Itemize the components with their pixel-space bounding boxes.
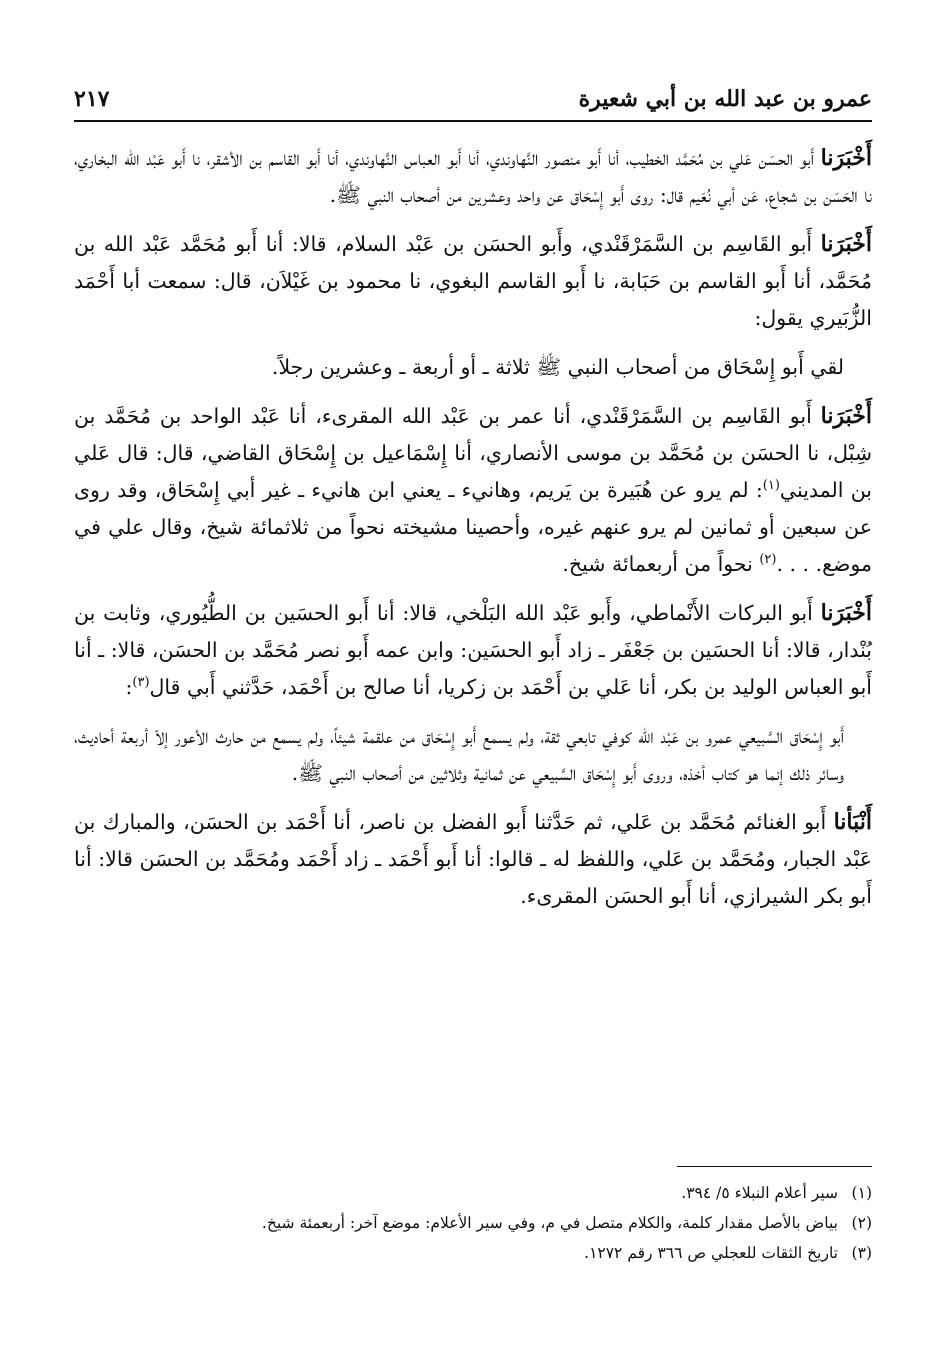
- paragraph-text-cont: : لم يرو عن هُبَيرة بن يَريم، وهانيء ـ يعني ابن هانيء ـ غير أبي إِسْحَاق، وقد روى عن سبعين أو ثمانين لم يرو عنهم غيره، وأحصينا مشيخته نحواً من ثلاثمائة شيخ، وقال علي في موضع. . . .: [74, 478, 872, 576]
- paragraph-text: أَبو الغنائم مُحَمَّد بن عَلي، ثم حَدَّثنا أَبو الفضل بن ناصر، أنا أَحْمَد بن الحسَن، والمبارك بن عَبْد الجبار، ومُحَمَّد بن عَلي، واللفظ له ـ قالوا: أنا أَبو أَحْمَد ـ زاد أَحْمَد ومُحَمَّد بن الحسَن قالا: أنا أَبو بكر الشيرازي، أنا أَبو الحسَن المقرىء.: [74, 810, 872, 908]
- paragraph-keyword: أَخْبَرَنا: [820, 231, 872, 257]
- footnote-3: [74, 1238, 872, 1268]
- footnotes: [74, 1178, 872, 1268]
- footnote-number: (٢): [851, 1214, 872, 1232]
- paragraph-text: أَبو القَاسِم بن السَّمَرْقَنْدي، أنا عمر بن عَبْد الله المقرىء، أنا عَبْد الواحد بن مُحَمَّد بن شِبْل، نا الحسَن بن مُحَمَّد بن موسى الأنصاري، أنا إِسْمَاعيل بن إِسْحَاق القاضي، قال: قال عَلي بن المديني: [74, 404, 873, 502]
- footnote-text: تاريخ الثقات للعجلي ص ٣٦٦ رقم ١٢٧٢.: [584, 1244, 838, 1262]
- quote-text: أَبو إِسْحَاق السَّبيعي عمرو بن عَبْد الله كوفي تابعي ثقة، ولم يسمع أَبو إِسْحَاق من علقمة شيئاً، ولم يسمع من حارث الأعور إلاّ أربعة أحاديث، وسائر ذلك إنما هو كتاب أخذه، وروى أَبو إِسْحَاق السَّبيعي عن ثمانية وثلاثين من أصحاب النبي ﷺ.: [74, 724, 844, 785]
- footnote-number: (١): [851, 1184, 872, 1202]
- paragraph-3: [74, 398, 872, 583]
- running-header: [74, 84, 872, 122]
- footnote-2: [74, 1208, 872, 1238]
- paragraph-text: أَبو البركات الأَنْماطي، وأَبو عَبْد الله البَلْخي، قالا: أنا أَبو الحسَين بن الطُّيُوري، وثابت بن بُنْدار، قالا: أنا الحسَين بن جَعْفَر ـ زاد أَبو الحسَين: وابن عمه أَبو نصر مُحَمَّد بن الحسَن، قالا: ـ أنا أَبو العباس الوليد بن بكر، أنا عَلي بن أَحْمَد بن زكريا، أنا صالح بن أَحْمَد، حَدَّثني أَبي قال: [74, 601, 872, 699]
- footnote-ref-3[interactable]: (٣): [132, 675, 150, 691]
- page-number: ٢١٧: [74, 86, 110, 112]
- footnote-separator: [677, 1166, 872, 1167]
- quote-2: [74, 718, 872, 792]
- paragraph-keyword: أَخْبَرَنا: [820, 600, 872, 626]
- paragraph-text-end: نحواً من أربعمائة شيخ.: [562, 552, 760, 576]
- paragraph-keyword: أَنْبَأنا: [833, 809, 872, 835]
- quote-text: لقي أَبو إِسْحَاق من أصحاب النبي ﷺ ثلاثة ـ أو أربعة ـ وعشرين رجلاً.: [271, 355, 844, 379]
- footnote-number: (٣): [851, 1244, 872, 1262]
- paragraph-keyword: أَخْبَرَنا: [820, 145, 872, 171]
- paragraph-text-end: :: [125, 675, 133, 699]
- paragraph-2: [74, 226, 872, 337]
- main-text: [74, 140, 872, 927]
- footnote-text: بياض بالأصل مقدار كلمة، والكلام متصل في م، وفي سير الأعلام: موضع آخر: أربعمئة شيخ.: [261, 1214, 838, 1232]
- footnote-ref-1[interactable]: (١): [762, 478, 780, 494]
- paragraph-keyword: أَخْبَرَنا: [820, 403, 872, 429]
- footnote-ref-2[interactable]: (٢): [759, 552, 777, 568]
- quote-1: [74, 349, 872, 386]
- header-title: عمرو بن عبد الله بن أبي شعيرة: [578, 86, 872, 112]
- paragraph-4: [74, 595, 872, 706]
- paragraph-text: أَبو القَاسِم بن السَّمَرْقَنْدي، وأَبو الحسَن بن عَبْد السلام، قالا: أنا أَبو مُحَمَّد عَبْد الله بن مُحَمَّد، أنا أَبو القاسم بن حَبَابة، نا أَبو القاسم البغوي، نا محمود بن غَيْلاَن، قال: سمعت أبا أَحْمَد الزُّبَيري يقول:: [74, 232, 872, 330]
- paragraph-text: أَبو الحسَن عَلي بن مُحَمَّد الخطيب، أنا أَبو منصور النَّهاوندي، أنا أَبو العباس النَّهاوندي، أنا أَبو القاسم بن الأشقر، نا أَبو عَبْد الله البخاري، نا الحَسَن بن شجاع، عَن أبي نُعَيم قال: روى أَبو إِسْحَاق عن واحد وعشرين من أصحاب النبي ﷺ.: [74, 146, 872, 207]
- paragraph-5: [74, 804, 872, 915]
- footnote-1: [74, 1178, 872, 1208]
- paragraph-1: [74, 140, 872, 214]
- footnote-text: سير أعلام النبلاء ٥/ ٣٩٤.: [681, 1184, 838, 1202]
